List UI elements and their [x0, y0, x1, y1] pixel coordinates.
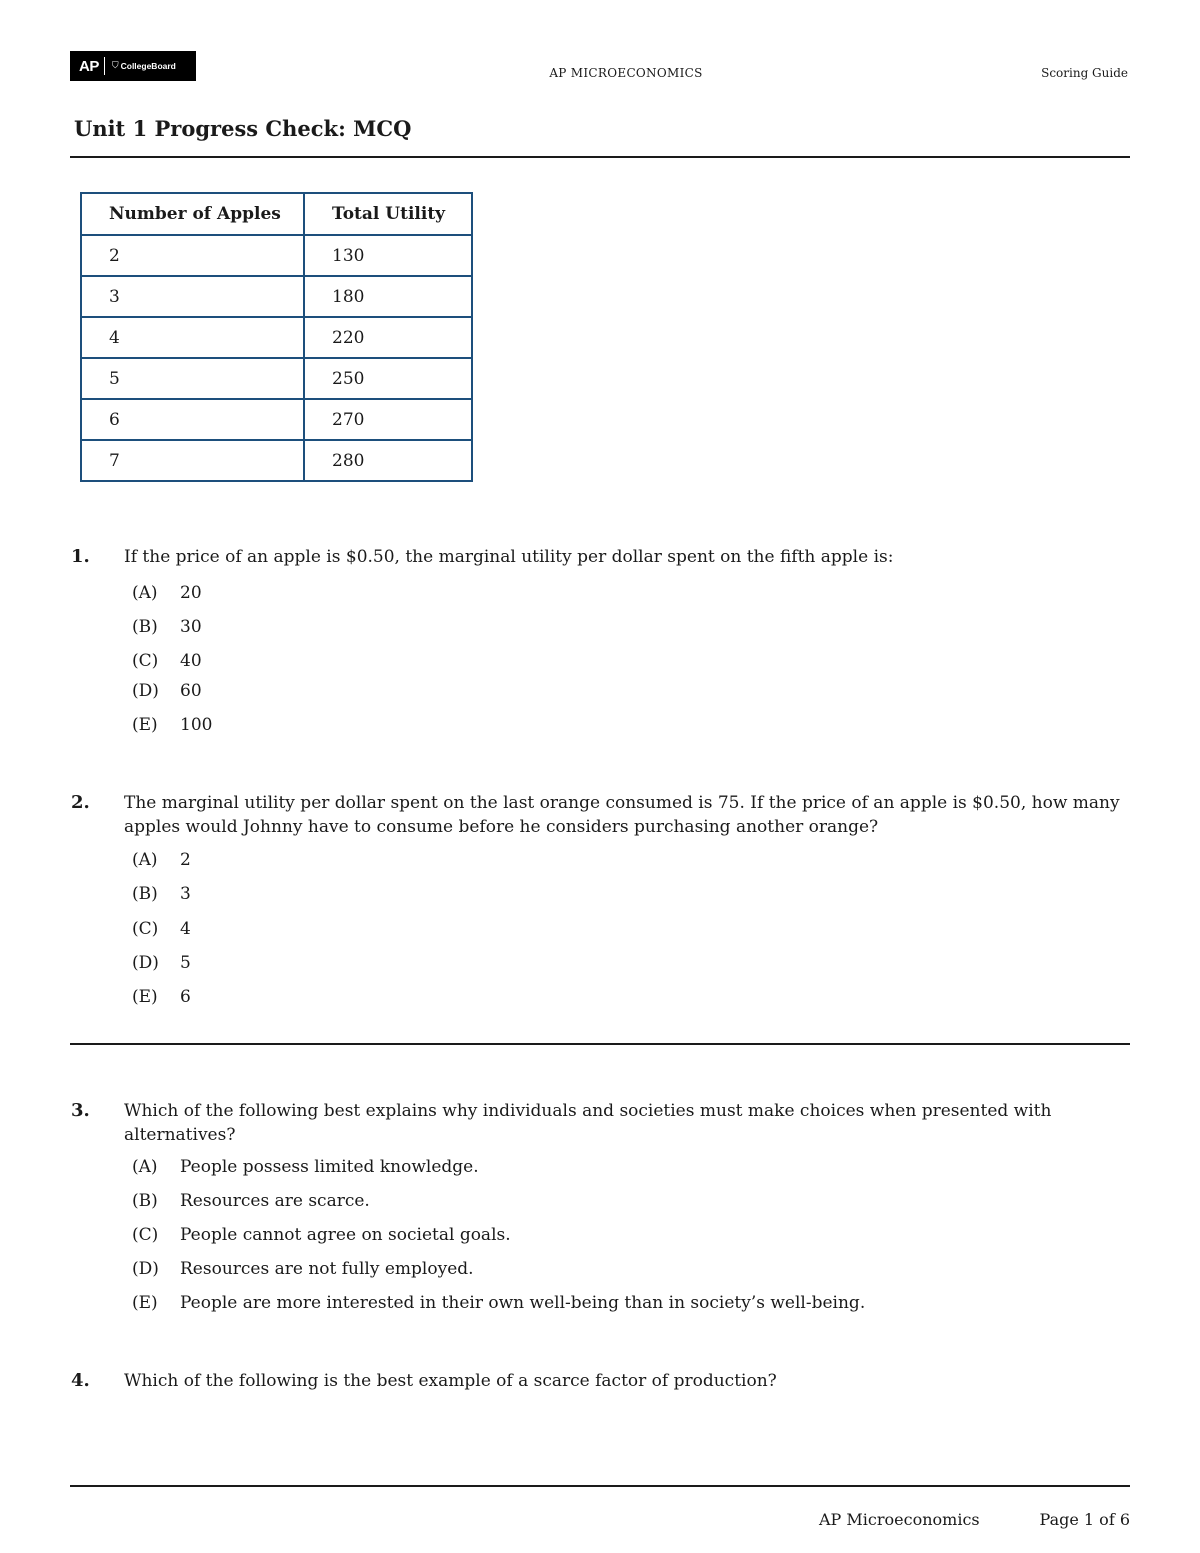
- logo-ap: AP: [79, 57, 99, 75]
- option-text: People cannot agree on societal goals.: [180, 1225, 511, 1245]
- table-cell: 6: [81, 399, 304, 440]
- question-2-option-b[interactable]: [132, 884, 191, 904]
- table-cell: 130: [304, 235, 472, 276]
- table-row: [81, 317, 472, 358]
- question-1-option-c[interactable]: [132, 651, 202, 671]
- utility-table: [80, 192, 473, 482]
- option-label: (A): [132, 583, 158, 603]
- question-3-option-a[interactable]: [132, 1157, 479, 1177]
- question-4-text: Which of the following is the best example of a scarce factor of production?: [124, 1371, 777, 1391]
- header-doc-type: Scoring Guide: [1041, 66, 1128, 80]
- question-3-option-d[interactable]: [132, 1259, 474, 1279]
- option-text: 5: [180, 953, 191, 973]
- table-row: [81, 276, 472, 317]
- table-header-row: [81, 193, 472, 235]
- question-1-option-e[interactable]: [132, 715, 212, 735]
- option-label: (A): [132, 850, 158, 870]
- question-3-option-c[interactable]: [132, 1225, 511, 1245]
- option-label: (B): [132, 1191, 158, 1211]
- question-2-option-a[interactable]: [132, 850, 191, 870]
- question-3-text: Which of the following best explains why individuals and societies must make choices when presented with alternatives?: [124, 1101, 1052, 1145]
- question-4-number: 4.: [71, 1370, 90, 1391]
- table-cell: 270: [304, 399, 472, 440]
- question-2-number: 2.: [71, 792, 90, 813]
- question-2-option-c[interactable]: [132, 919, 191, 939]
- option-label: (E): [132, 987, 158, 1007]
- question-3-option-b[interactable]: [132, 1191, 370, 1211]
- option-label: (B): [132, 617, 158, 637]
- option-label: (C): [132, 651, 159, 671]
- table-cell: 250: [304, 358, 472, 399]
- table-cell: 180: [304, 276, 472, 317]
- option-text: People are more interested in their own well-being than in society’s well-being.: [180, 1293, 866, 1313]
- option-label: (A): [132, 1157, 158, 1177]
- question-1-option-d[interactable]: [132, 681, 202, 701]
- option-text: 20: [180, 583, 202, 603]
- question-3-number: 3.: [71, 1100, 90, 1121]
- table-cell: 4: [81, 317, 304, 358]
- option-text: 40: [180, 651, 202, 671]
- option-text: 3: [180, 884, 191, 904]
- footer-divider: [70, 1485, 1130, 1487]
- option-label: (D): [132, 681, 159, 701]
- title-divider: [70, 156, 1130, 158]
- question-1-text: If the price of an apple is $0.50, the marginal utility per dollar spent on the fifth apple is:: [124, 547, 894, 567]
- option-text: 60: [180, 681, 202, 701]
- question-1-number: 1.: [71, 546, 90, 567]
- option-label: (D): [132, 953, 159, 973]
- table-cell: 220: [304, 317, 472, 358]
- question-2-text: The marginal utility per dollar spent on the last orange consumed is 75. If the price of an apple is $0.50, how many apples would Johnny have to consume before he considers purchasing another orange?: [124, 793, 1120, 837]
- option-text: People possess limited knowledge.: [180, 1157, 479, 1177]
- table-row: [81, 440, 472, 481]
- option-label: (B): [132, 884, 158, 904]
- option-text: Resources are not fully employed.: [180, 1259, 474, 1279]
- question-1-option-b[interactable]: [132, 617, 202, 637]
- table-cell: 3: [81, 276, 304, 317]
- table-cell: 5: [81, 358, 304, 399]
- option-label: (E): [132, 1293, 158, 1313]
- table-header-apples: Number of Apples: [81, 193, 304, 235]
- table-cell: 2: [81, 235, 304, 276]
- option-text: 2: [180, 850, 191, 870]
- option-label: (E): [132, 715, 158, 735]
- logo-org: CollegeBoard: [120, 61, 176, 71]
- table-cell: 7: [81, 440, 304, 481]
- table-row: [81, 235, 472, 276]
- option-text: 100: [180, 715, 213, 735]
- section-divider: [70, 1043, 1130, 1045]
- table-row: [81, 358, 472, 399]
- page-title: Unit 1 Progress Check: MCQ: [74, 116, 412, 141]
- question-1-option-a[interactable]: [132, 583, 202, 603]
- table-row: [81, 399, 472, 440]
- footer-page-number: Page 1 of 6: [1039, 1510, 1130, 1529]
- option-text: Resources are scarce.: [180, 1191, 370, 1211]
- option-text: 30: [180, 617, 202, 637]
- acorn-icon: ⛉: [111, 61, 119, 71]
- question-2-option-e[interactable]: [132, 987, 191, 1007]
- option-label: (D): [132, 1259, 159, 1279]
- option-text: 6: [180, 987, 191, 1007]
- footer-course: AP Microeconomics: [819, 1510, 980, 1529]
- option-label: (C): [132, 1225, 159, 1245]
- question-2-option-d[interactable]: [132, 953, 191, 973]
- question-3-option-e[interactable]: [132, 1293, 865, 1313]
- header-subject: AP MICROECONOMICS: [549, 66, 703, 80]
- option-text: 4: [180, 919, 191, 939]
- table-header-utility: Total Utility: [304, 193, 472, 235]
- option-label: (C): [132, 919, 159, 939]
- table-cell: 280: [304, 440, 472, 481]
